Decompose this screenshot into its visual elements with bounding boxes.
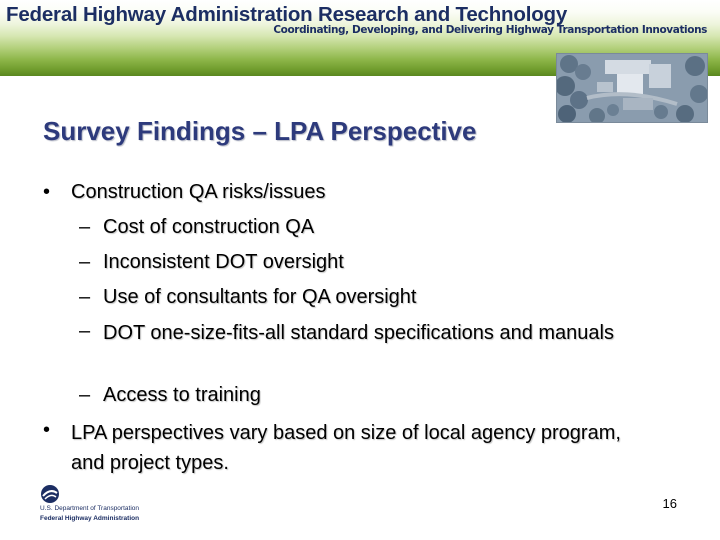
- header-title: Federal Highway Administration Research and Technology: [6, 3, 568, 26]
- logo-department-text: U.S. Department of Transportation: [40, 505, 139, 512]
- dash-marker: –: [79, 320, 91, 342]
- bullet-marker: •: [43, 181, 51, 203]
- bullet-1: Construction QA risks/issues: [71, 181, 326, 203]
- slide-title: Survey Findings – LPA Perspective: [43, 116, 477, 146]
- header-subtitle: Coordinating, Developing, and Delivering Highway Transportation Innovations: [273, 24, 707, 36]
- dash-marker: –: [79, 384, 91, 406]
- dash-marker: –: [79, 251, 91, 273]
- subitem-4: DOT one-size-fits-all standard specifications and manuals: [103, 322, 614, 344]
- subitem-5: Access to training: [103, 384, 261, 406]
- subitem-3: Use of consultants for QA oversight: [103, 286, 417, 308]
- dot-logo: [40, 484, 150, 528]
- dash-marker: –: [79, 216, 91, 238]
- bullet-2: LPA perspectives vary based on size of local agency program, and project types.: [71, 422, 621, 474]
- dash-marker: –: [79, 286, 91, 308]
- page-number: 16: [662, 496, 677, 511]
- logo-agency-text: Federal Highway Administration: [40, 515, 140, 522]
- bullet-marker: •: [43, 419, 51, 441]
- subitem-2: Inconsistent DOT oversight: [103, 251, 344, 273]
- dot-emblem-icon: [40, 484, 60, 504]
- subitem-1: Cost of construction QA: [103, 216, 315, 238]
